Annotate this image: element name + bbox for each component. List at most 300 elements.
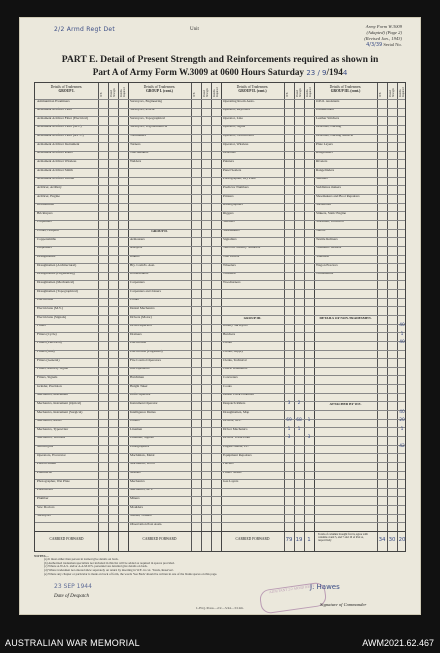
- subcolumn-header: W.E.: [100, 91, 103, 97]
- trade-label: Armourers: [130, 236, 145, 241]
- trade-label: Mechanics, Radio: [37, 418, 62, 423]
- trade-label: Printers: [223, 193, 234, 198]
- year-prefix: /194: [326, 67, 343, 77]
- trade-label: Draughtsmen (Mechanical): [37, 279, 75, 284]
- page-title-line1: PART E. Detail of Present Strength and Reinforcements required as shown in: [61, 54, 379, 65]
- trade-label: Clerks: [223, 340, 232, 345]
- row-line: [35, 419, 405, 420]
- trade-label: Machinists, Wood: [130, 461, 155, 466]
- row-line: [35, 350, 405, 351]
- trade-label: Photographer, Dry Plate: [223, 176, 256, 181]
- subcolumn-divider: [387, 83, 388, 551]
- row-line: [35, 151, 405, 152]
- trade-label: Assayers: [130, 245, 143, 250]
- print-code: L.H.Q. Press—2/2—5/44—3/12m.: [196, 606, 244, 610]
- handwritten-number: 1: [297, 426, 301, 432]
- trade-label: Hammermen: [316, 107, 334, 112]
- grand-total: 30: [388, 537, 396, 543]
- row-line: [35, 453, 405, 454]
- row-line: [35, 298, 405, 299]
- note-line: (e) Where any chapter or particular is made on back of form, the words 'See Back' should be written in one of the blank spaces on this page.: [44, 571, 218, 576]
- column-header-group: GROUP III. (cont.): [330, 89, 361, 93]
- trade-label: Photographer, Wet Plate: [37, 478, 70, 483]
- trade-label: Linemen, Signals: [130, 435, 154, 440]
- handwritten-number: 1: [400, 331, 404, 337]
- trade-label: Armament Artificer Instrument: [37, 141, 80, 146]
- despatch-date-label: Date of Despatch: [54, 594, 89, 599]
- subcolumn-divider: [201, 83, 202, 551]
- row-line: [35, 211, 405, 212]
- footer-line: [35, 531, 405, 532]
- row-line: [35, 462, 405, 463]
- trade-label: Rangetakers: [316, 150, 333, 155]
- subcolumn-divider: [284, 83, 285, 551]
- trade-label: Boilermakers: [130, 271, 149, 276]
- handwritten-number: 1: [287, 426, 291, 432]
- column-header: [130, 85, 189, 99]
- row-line: [35, 194, 405, 195]
- trade-label: Wheelers: [223, 262, 236, 267]
- subcolumn-divider: [118, 83, 119, 551]
- subcolumn-header: W.E.: [379, 91, 382, 97]
- carried-forward-total: 1: [307, 537, 311, 543]
- trade-label: Operators, Excavator: [37, 452, 66, 457]
- carried-forward-label: CARRIED FORWARD: [235, 537, 270, 541]
- carried-forward-label: Totals of columns brought fwd to agree with columns 4 and 5, and 7 and 10 of Part A, respectively: [318, 533, 368, 543]
- row-line: [35, 358, 405, 359]
- subcolumn-header: Reinfts. Required: [213, 87, 219, 97]
- signature-label: Signature of Commander: [320, 602, 367, 607]
- serial-handwritten: 4/3/39: [366, 42, 383, 48]
- row-line: [35, 332, 405, 333]
- trade-label: Engine Hands, I.C.: [223, 444, 249, 449]
- trade-label: Armament Artificer Fitter: [37, 107, 73, 112]
- subcolumn-header: Reinfts. Required: [120, 87, 126, 97]
- trade-label: Tailors: [316, 228, 326, 233]
- trade-label: Watchmakers: [130, 150, 149, 155]
- row-line: [35, 384, 405, 385]
- handwritten-number: 40: [399, 409, 405, 415]
- trade-label: Radiographers: [223, 202, 243, 207]
- trade-label: Mechanics, Wireless: [37, 435, 66, 440]
- trade-label: Artificer, Engine: [37, 193, 60, 198]
- trade-label: Fitters (Electrical): [37, 340, 62, 345]
- trade-label: Shoemakers and Boot Repairers: [316, 193, 360, 198]
- handwritten-number: 1: [400, 426, 404, 432]
- carried-forward-label: CARRIED FORWARD: [142, 537, 177, 541]
- row-line: [35, 471, 405, 472]
- row-line: [35, 185, 405, 186]
- column-header-group: GROUP II. (cont.): [238, 89, 267, 93]
- trade-label: Surveyors, Trigonometrical: [130, 124, 168, 129]
- trade-label: Mechanics, M.T.: [130, 487, 153, 492]
- unit-handwritten: 2/2 Armd Regt Det: [54, 26, 116, 33]
- trade-label: Drivers' Trade Plant: [223, 435, 251, 440]
- trade-label: Masons: [130, 470, 141, 475]
- handwritten-number: 1: [307, 418, 311, 424]
- row-line: [35, 522, 405, 523]
- column-header-title: Details of Tradesmen.: [329, 85, 362, 89]
- handwritten-number: 20: [399, 418, 405, 424]
- trade-label: Fitters, Signals: [37, 374, 58, 379]
- trade-label: Hatchmen: [130, 374, 144, 379]
- trade-label: Dental Clerk Orderlies: [223, 392, 254, 397]
- column-header: [223, 85, 282, 99]
- trade-label: Stevedores: [316, 202, 331, 207]
- row-line: [35, 125, 405, 126]
- caption-accession: AWM2021.62.467: [362, 638, 434, 648]
- trade-label: Whitesmiths: [316, 271, 334, 276]
- trade-label: Millwrights: [37, 444, 54, 449]
- subcolumn-divider: [294, 83, 295, 551]
- trade-label: Turners: [130, 141, 141, 146]
- notes-list: [34, 554, 406, 576]
- trade-label: Carpenters: [130, 279, 145, 284]
- trade-label: Ammunition Examiners: [37, 98, 70, 103]
- column-header-group: GROUP I. (cont.): [146, 89, 173, 93]
- trade-label: Mechanics: [130, 478, 145, 483]
- trade-label: Hofle Operator: [130, 392, 151, 397]
- trade-label: Mechanics, Instrument (Surgical): [37, 409, 83, 414]
- trade-label: Orderlies, Nursing Medical: [316, 133, 354, 138]
- row-line: [35, 280, 405, 281]
- trade-label: Gas Operators: [130, 366, 150, 371]
- row-line: [35, 108, 405, 109]
- trade-label: Rangefinders: [316, 167, 335, 172]
- trade-label: Saddlers: [223, 219, 235, 224]
- column-header-title: Details of Tradesmen.: [143, 85, 176, 89]
- trade-label: Saw Doctors: [37, 504, 55, 509]
- trade-label: Driver Mechanics: [223, 426, 248, 431]
- row-line: [35, 289, 405, 290]
- trade-label: Fitters' Mates: [223, 470, 242, 475]
- trade-label: Battery Surveyors: [223, 323, 248, 328]
- section-heading: ATTACHED BY W.E.: [329, 401, 362, 406]
- unit-label: Unit: [190, 27, 199, 32]
- subcolumn-divider: [397, 83, 398, 551]
- trade-label: Electricians (Engineers): [130, 349, 163, 354]
- row-line: [35, 401, 405, 402]
- row-line: [35, 436, 405, 437]
- trade-label: Mechanics, Instrument (Optical): [37, 400, 82, 405]
- row-line: [35, 496, 405, 497]
- handwritten-number: 3: [307, 435, 311, 441]
- trade-label: Equipment Repairers: [223, 452, 252, 457]
- trade-label: Miners: [130, 495, 140, 500]
- row-line: [35, 272, 405, 273]
- trade-label: Pharmacist: [37, 470, 53, 475]
- subcolumn-divider: [98, 83, 99, 551]
- carried-forward-total: 79: [285, 537, 293, 543]
- despatch-date-handwritten: 23 SEP 1944: [54, 583, 92, 590]
- note-line: (c) Where A.W.A.S. and/or A.A.M.W.S. personnel are detailed give details on back.: [44, 564, 148, 569]
- trade-label: Riveters: [316, 158, 328, 163]
- trade-label: Bty. Comd's. Asst.: [130, 262, 155, 267]
- strength-table: [34, 82, 406, 552]
- trade-label: Cooks: [130, 297, 139, 302]
- trade-label: Mechanics, Instrument: [37, 392, 69, 397]
- trade-label: Drainers: [130, 331, 142, 336]
- grand-total: 20: [398, 537, 406, 543]
- trade-label: Fire Control Operators: [130, 357, 161, 362]
- trade-label: Wall Borers: [223, 254, 240, 259]
- handwritten-number: 40: [399, 340, 405, 346]
- row-line: [35, 220, 405, 221]
- trade-label: Electricians (M.V.): [37, 305, 63, 310]
- column-header: [316, 85, 375, 99]
- section-heading: GROUP II.: [151, 229, 168, 234]
- trade-label: Fitters (Cycle): [37, 331, 57, 336]
- row-line: [35, 315, 405, 316]
- trade-label: Driver-Operator: [130, 323, 152, 328]
- date-handwritten: 23 / 9: [306, 69, 327, 77]
- row-line: [35, 203, 405, 204]
- column-divider: [221, 83, 222, 551]
- trade-label: Electricians: [130, 340, 147, 345]
- trade-label: Toolmakers: [130, 133, 146, 138]
- handwritten-number: 42: [399, 444, 405, 450]
- trade-label: Fitters (General): [37, 357, 60, 362]
- notes-section: [34, 554, 406, 576]
- trade-label: Carpenters: [37, 219, 52, 224]
- subcolumn-divider: [108, 83, 109, 551]
- trade-label: Draughtsmen (Architectural): [37, 262, 77, 267]
- subcolumn-header: Posted Strength: [296, 88, 302, 97]
- trade-label: Bricklayers: [37, 210, 53, 215]
- trade-label: Fitters (Gun): [37, 349, 55, 354]
- trade-label: Armament Artificer Wireless: [37, 158, 77, 163]
- row-line: [35, 306, 405, 307]
- trade-label: Intelligence Duties: [130, 409, 156, 414]
- form-adapted: (Adapted) (Page 2): [366, 30, 402, 35]
- subcolumn-header: Reinfts. Required: [399, 87, 405, 97]
- serial-number: [364, 42, 402, 48]
- trade-label: Telecom. Identity Numbers: [223, 245, 261, 250]
- trade-label: Armament Artificer Fitter (A.F.V.): [37, 133, 84, 138]
- trade-label: Drivers, M.T.: [223, 418, 242, 423]
- trade-label: Saddlers: [316, 176, 328, 181]
- trade-label: Height Taker: [130, 383, 148, 388]
- row-line: [35, 324, 405, 325]
- serial-label: Serial No.: [383, 42, 402, 47]
- trade-label: Signallers: [223, 236, 237, 241]
- handwritten-number: 40: [399, 323, 405, 329]
- row-line: [35, 229, 405, 230]
- trade-label: Orderlies, Nursing: [316, 124, 342, 129]
- subcolumn-header: Reinfts. Required: [306, 87, 312, 97]
- trade-label: Armament Artificer Fitter (M.T.): [37, 124, 82, 129]
- trade-label: Woodturners: [223, 279, 241, 284]
- trade-label: Butchers: [223, 331, 236, 336]
- trade-label: Operator, Wireless: [223, 141, 249, 146]
- trade-label: Cooks, Hospital: [37, 228, 59, 233]
- trade-label: Surveyors, Topographical: [130, 115, 165, 120]
- trade-label: Valuation: [316, 254, 329, 259]
- trade-label: Painters: [223, 158, 234, 163]
- column-header-title: Details of Tradesmen.: [50, 85, 83, 89]
- trade-label: Armament Artificer Fitter (Electrical): [37, 115, 89, 120]
- trade-label: Draughtsmen: [37, 254, 56, 259]
- trade-label: Panel Sealers: [223, 167, 242, 172]
- column-divider: [314, 83, 315, 551]
- handwritten-number: 2: [297, 400, 301, 406]
- trade-label: Drivers (Motor): [130, 314, 152, 319]
- row-line: [35, 375, 405, 376]
- subcolumn-header: W.E.: [193, 91, 196, 97]
- row-line: [35, 488, 405, 489]
- trade-label: Blacksmiths: [37, 202, 54, 207]
- trade-label: Storemen, Technical: [316, 219, 344, 224]
- column-header-title: Details of Tradesmen.: [236, 85, 269, 89]
- trade-label: Photowriter: [37, 487, 54, 492]
- trade-label: Bakers: [130, 254, 140, 259]
- subcolumn-divider: [191, 83, 192, 551]
- row-line: [35, 116, 405, 117]
- trade-label: Moulders: [130, 504, 143, 509]
- row-line: [35, 393, 405, 394]
- column-header: [37, 85, 96, 99]
- subcolumn-divider: [304, 83, 305, 551]
- trade-label: Shoemakers: [223, 228, 240, 233]
- handwritten-number: 68: [296, 418, 302, 424]
- trade-label: Leather Stitchers: [316, 115, 340, 120]
- trade-label: Despatch Riders: [223, 400, 246, 405]
- row-line: [35, 255, 405, 256]
- carried-forward-total: 19: [295, 537, 303, 543]
- form-revised: (Revised Jan., 1943): [364, 36, 402, 41]
- page-title-line2: [20, 67, 420, 77]
- trade-label: Draughtsmen (Engineering): [37, 271, 75, 276]
- document-page: [20, 18, 420, 614]
- row-line: [35, 427, 405, 428]
- trade-label: Check Telemeters: [223, 366, 248, 371]
- trade-label: Coppersmiths: [37, 236, 56, 241]
- trade-label: Saddletree makers: [316, 184, 341, 189]
- subcolumn-header: Posted Strength: [389, 88, 395, 97]
- trade-label: Fitters, Railway Signal: [37, 366, 69, 371]
- caption-institution: AUSTRALIAN WAR MEMORIAL: [5, 638, 140, 648]
- trade-label: Nurses, Trained: [130, 513, 152, 518]
- caption-bar: [0, 626, 440, 653]
- trade-label: Linemen: [130, 426, 143, 431]
- trade-label: Dispensers: [37, 245, 52, 250]
- trade-label: Sinkers, Static Engine: [316, 210, 347, 215]
- trade-label: Concreters: [223, 374, 238, 379]
- row-line: [35, 142, 405, 143]
- trade-label: Armament Artificer Radio: [37, 150, 73, 155]
- trade-label: Tinsmiths Welders: [316, 245, 342, 250]
- trade-label: Observation Post Assts.: [130, 521, 163, 526]
- trade-label: Armament Artificer Welder: [37, 176, 75, 181]
- row-line: [35, 177, 405, 178]
- trade-label: Artificer, Artillery: [37, 184, 62, 189]
- note-line: (b) Authorized tradesmen specialists not included in this list will be added as required in spaces provided.: [44, 560, 175, 565]
- title-line2-text: Part A of Army Form W.3009 at 0600 Hours Saturday: [92, 67, 305, 77]
- trade-label: Operator, Lino: [223, 115, 244, 120]
- trade-label: Surveyors: [37, 513, 51, 518]
- trade-label: O.P.O. Assistants: [316, 98, 340, 103]
- trade-label: Carpenters and Joiners: [130, 288, 161, 293]
- trade-label: Clerks, Supply: [223, 349, 244, 354]
- trade-label: Textile Refiners: [316, 236, 338, 241]
- row-line: [35, 159, 405, 160]
- row-line: [35, 263, 405, 264]
- trade-label: Cooks: [223, 383, 232, 388]
- trade-label: Surveyors, R.A.A.: [130, 107, 156, 112]
- trade-label: Farriers: [223, 461, 234, 466]
- grand-total: 34: [378, 537, 386, 543]
- trade-label: Pattern Maker: [37, 461, 57, 466]
- handwritten-number: 3: [287, 400, 291, 406]
- row-line: [35, 237, 405, 238]
- form-identifier: [364, 24, 402, 48]
- trade-label: Operator, Keyboard: [223, 107, 250, 112]
- subcolumn-divider: [211, 83, 212, 551]
- trade-label: Plumber: [37, 495, 49, 500]
- handwritten-number: 3: [287, 435, 291, 441]
- row-line: [35, 479, 405, 480]
- note-line: (d) Where tradesmen not entered shew separately on return by inserting in W.E. in col. 'Totals, Reserves'.: [44, 567, 174, 572]
- column-header-group: GROUP I.: [58, 89, 75, 93]
- trade-label: Wiremen: [223, 271, 236, 276]
- trade-label: Grinder, Precision: [37, 383, 62, 388]
- trade-label: Clerks, Technical: [223, 357, 247, 362]
- trade-label: Mechanics, Typewriter: [37, 426, 69, 431]
- trade-label: Orderlies: [223, 150, 236, 155]
- column-divider: [128, 83, 129, 551]
- trade-label: Operator, Switchboard: [223, 133, 254, 138]
- handwritten-number: 69: [286, 418, 292, 424]
- adjutant-stamp: ADJUTANT 2/2 ARMD REGT: [259, 582, 328, 615]
- trade-label: Operator, Signal: [223, 124, 246, 129]
- row-line: [35, 445, 405, 446]
- trade-label: Welders: [130, 158, 142, 163]
- trade-label: Fitters: [37, 323, 46, 328]
- trade-label: Wagon Erectors: [316, 262, 338, 267]
- year-handwritten: 4: [342, 69, 348, 77]
- form-number: Army Form W.3009: [365, 24, 402, 29]
- trade-label: Instrument Operator: [130, 400, 158, 405]
- subcolumn-header: Posted Strength: [203, 88, 209, 97]
- trade-label: Machinists, Metal: [130, 452, 155, 457]
- subcolumn-divider: [377, 83, 378, 551]
- trade-label: Armament Artificer Smith: [37, 167, 73, 172]
- trade-label: Joiners: [130, 418, 140, 423]
- row-line: [35, 367, 405, 368]
- commander-signature: J. Hawes: [310, 583, 340, 591]
- subcolumn-header: Posted Strength: [110, 88, 116, 97]
- trade-label: Electricians (Signals): [37, 314, 67, 319]
- trade-label: Dental Mechanics: [130, 305, 155, 310]
- trade-label: Draughtsmen (Topographical): [37, 288, 78, 293]
- notes-title: NOTES—: [34, 554, 49, 558]
- row-line: [35, 341, 405, 342]
- row-line: [35, 134, 405, 135]
- trade-label: Draughtsmen, Map: [223, 409, 250, 414]
- trade-label: Plate Layers: [316, 141, 333, 146]
- row-line: [35, 246, 405, 247]
- trade-label: Electricians: [37, 297, 54, 302]
- row-line: [35, 505, 405, 506]
- row-line: [35, 168, 405, 169]
- trade-label: Riggers: [223, 210, 234, 215]
- section-heading: GROUP III.: [243, 315, 262, 320]
- section-heading: DETAILS OF NON-TRADESMEN.: [319, 315, 372, 320]
- subcolumn-header: W.E.: [286, 91, 289, 97]
- carried-forward-label: CARRIED FORWARD: [49, 537, 84, 541]
- trade-label: Lithographers: [130, 444, 150, 449]
- trade-label: Operating Room Assts.: [223, 98, 255, 103]
